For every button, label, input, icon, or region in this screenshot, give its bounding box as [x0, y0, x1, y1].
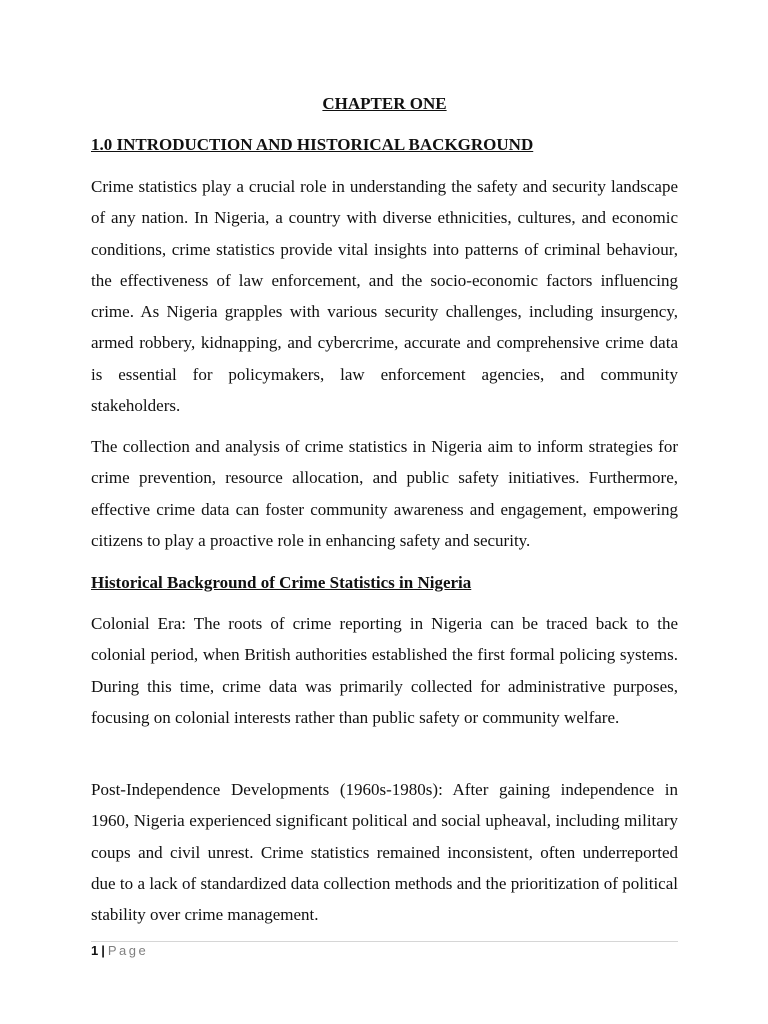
post-independence-paragraph: Post-Independence Developments (1960s-1980s): After gaining independence in 1960, Nigeria experienced significant political and social upheaval, including military coups and civil unrest. Crime statistics remained inconsistent, often underreported due to a lack of standardized data collection methods and the prioritization of political stability over crime management. [91, 780, 678, 925]
intro-paragraph-2: The collection and analysis of crime statistics in Nigeria aim to inform strategies for crime prevention, resource allocation, and public safety initiatives. Furthermore, effective crime data can foster community awareness and engagement, empowering citizens to play a proactive role in enhancing safety and security. [91, 437, 678, 550]
page-label: Page [107, 943, 149, 958]
history-subheading: Historical Background of Crime Statistics in Nigeria [91, 573, 472, 592]
footer-separator: | [101, 943, 105, 958]
intro-paragraph-1: Crime statistics play a crucial role in understanding the safety and security landscape of any nation. In Nigeria, a country with diverse ethnicities, cultures, and economic conditions, crime statistics provide vital insights into patterns of criminal behaviour, the effectiveness of law enforcement, and the socio-economic factors influencing crime. As Nigeria grapples with various security challenges, including insurgency, armed robbery, kidnapping, and cybercrime, accurate and comprehensive crime data is essential for policymakers, law enforcement agencies, and community stakeholders. [91, 177, 678, 416]
colonial-era-paragraph: Colonial Era: The roots of crime reporting in Nigeria can be traced back to the colonial period, when British authorities established the first formal policing systems. During this time, crime data was primarily collected for administrative purposes, focusing on colonial interests rather than public safety or community welfare. [91, 614, 678, 727]
section-heading: 1.0 INTRODUCTION AND HISTORICAL BACKGROUND [91, 135, 534, 154]
page-footer [91, 942, 148, 960]
footer-divider [91, 941, 678, 942]
page-number: 1 [91, 943, 99, 958]
chapter-title: CHAPTER ONE [322, 94, 447, 113]
